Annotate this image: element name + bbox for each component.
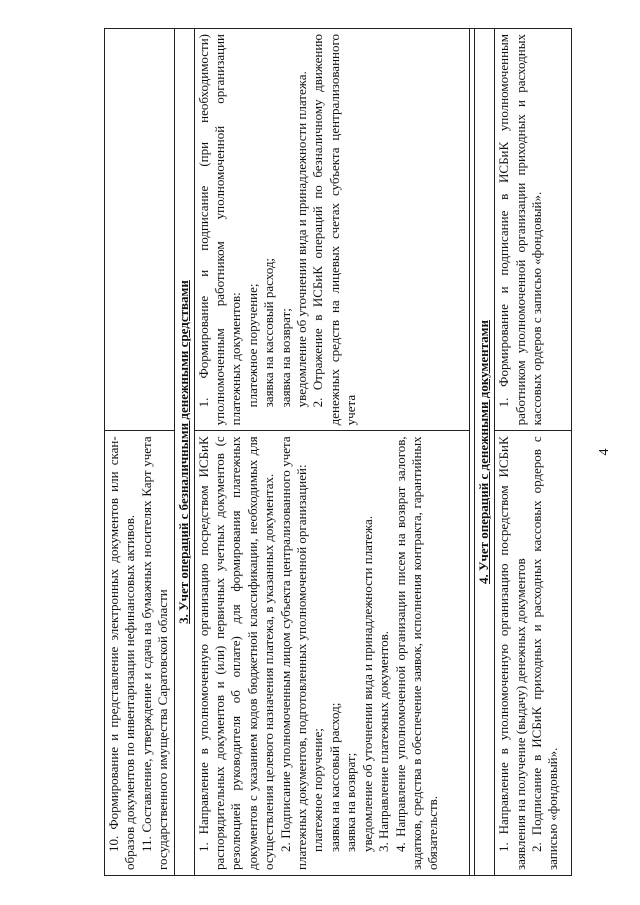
document-type-item: заявка на кассовый расход; [261,257,277,408]
procedure-step: 1. Формирование и подписание в ИСБиК уполномоченным работником уполномоченной организации приходных и расходных кассовых ордеров с записью «фондовый». [496,34,545,426]
procedure-step: 2. Подписание уполномоченным лицом субъекта централизованного учета платежных документов, подготовленных уполномоченной организацией: [277,436,310,870]
item-11-text: 11. Составление, утверждение и сдача на бумажных носителях Карт учета государственного имущества Саратовской области [138,436,171,870]
document-type-item: платежное поручение; [310,728,326,852]
page-number: 4 [597,448,612,456]
right-cell-continued [105,29,175,431]
procedure-step: 1. Формирование и подписание (при необходимости) уполномоченным работником уполномоченной организации платежных документов: [195,34,244,426]
document-type-item: платежное поручение; [244,283,260,408]
document-type-item: уведомление об уточнении вида и принадлежности платежа. [294,71,310,408]
document-type-item: заявка на возврат; [277,308,293,408]
section-3-header-row [174,29,194,876]
left-cell-continued [105,431,175,876]
section-3-right-cell [194,29,470,431]
procedure-step: 2. Отражение в ИСБиК операций по безналичному движению денежных средств на лицевых счетах субъекта централизованного учета [310,34,359,426]
section-4-title: 4. Учет операций с денежными документами [475,29,495,876]
section-3-title: 3. Учет операций с безналичными денежными средствами [174,29,194,876]
document-type-item: заявка на кассовый расход; [326,702,342,852]
procedure-step: 1. Направление в уполномоченную организацию посредством ИСБиК распорядительных документов и (или) первичных учетных документов (с резолюцией руководителя об оплате) для формирования платежных документов с указанием кодов бюджетной классификации, необходимых для осуществления целевого назначения платежа, в указанных документах. [195,436,277,870]
section-3-content-row [194,29,470,876]
procedure-step: 1. Направление в уполномоченную организацию посредством ИСБиК заявления на получение (выдачу) денежных документов [496,436,528,870]
document-type-item: уведомление об уточнении вида и принадлежности платежа. [359,515,375,852]
item-10-text: 10. Формирование и представление электронных документов или скан-образов документов по инвентаризации нефинансовых активов. [106,436,138,870]
document-type-item: заявка на возврат; [343,752,359,852]
section-4-left-list [496,436,562,870]
section-4-header-row [475,29,495,876]
procedure-step: 2. Подписание в ИСБиК приходных и расходных кассовых ордеров с записью «фондовый». [529,436,561,870]
section-3-left-cell [194,431,470,876]
section-3-right-list [196,34,360,425]
procedure-step: 3. Направление платежных документов. [376,630,392,852]
table-row-continued [105,29,175,876]
procedure-step: 4. Направление уполномоченной организации писем на возврат залогов, задатков, средства в обеспечение заявок, исполнения контракта, гарантийных обязательств. [392,436,441,870]
section-4-content-row [495,29,572,876]
rotated-table-area [104,28,572,876]
section-4-right-cell [495,29,572,431]
section-4-right-list [496,34,545,425]
section-3-left-list [196,436,442,870]
accounting-table [104,28,572,876]
section-4-left-cell [495,431,572,876]
